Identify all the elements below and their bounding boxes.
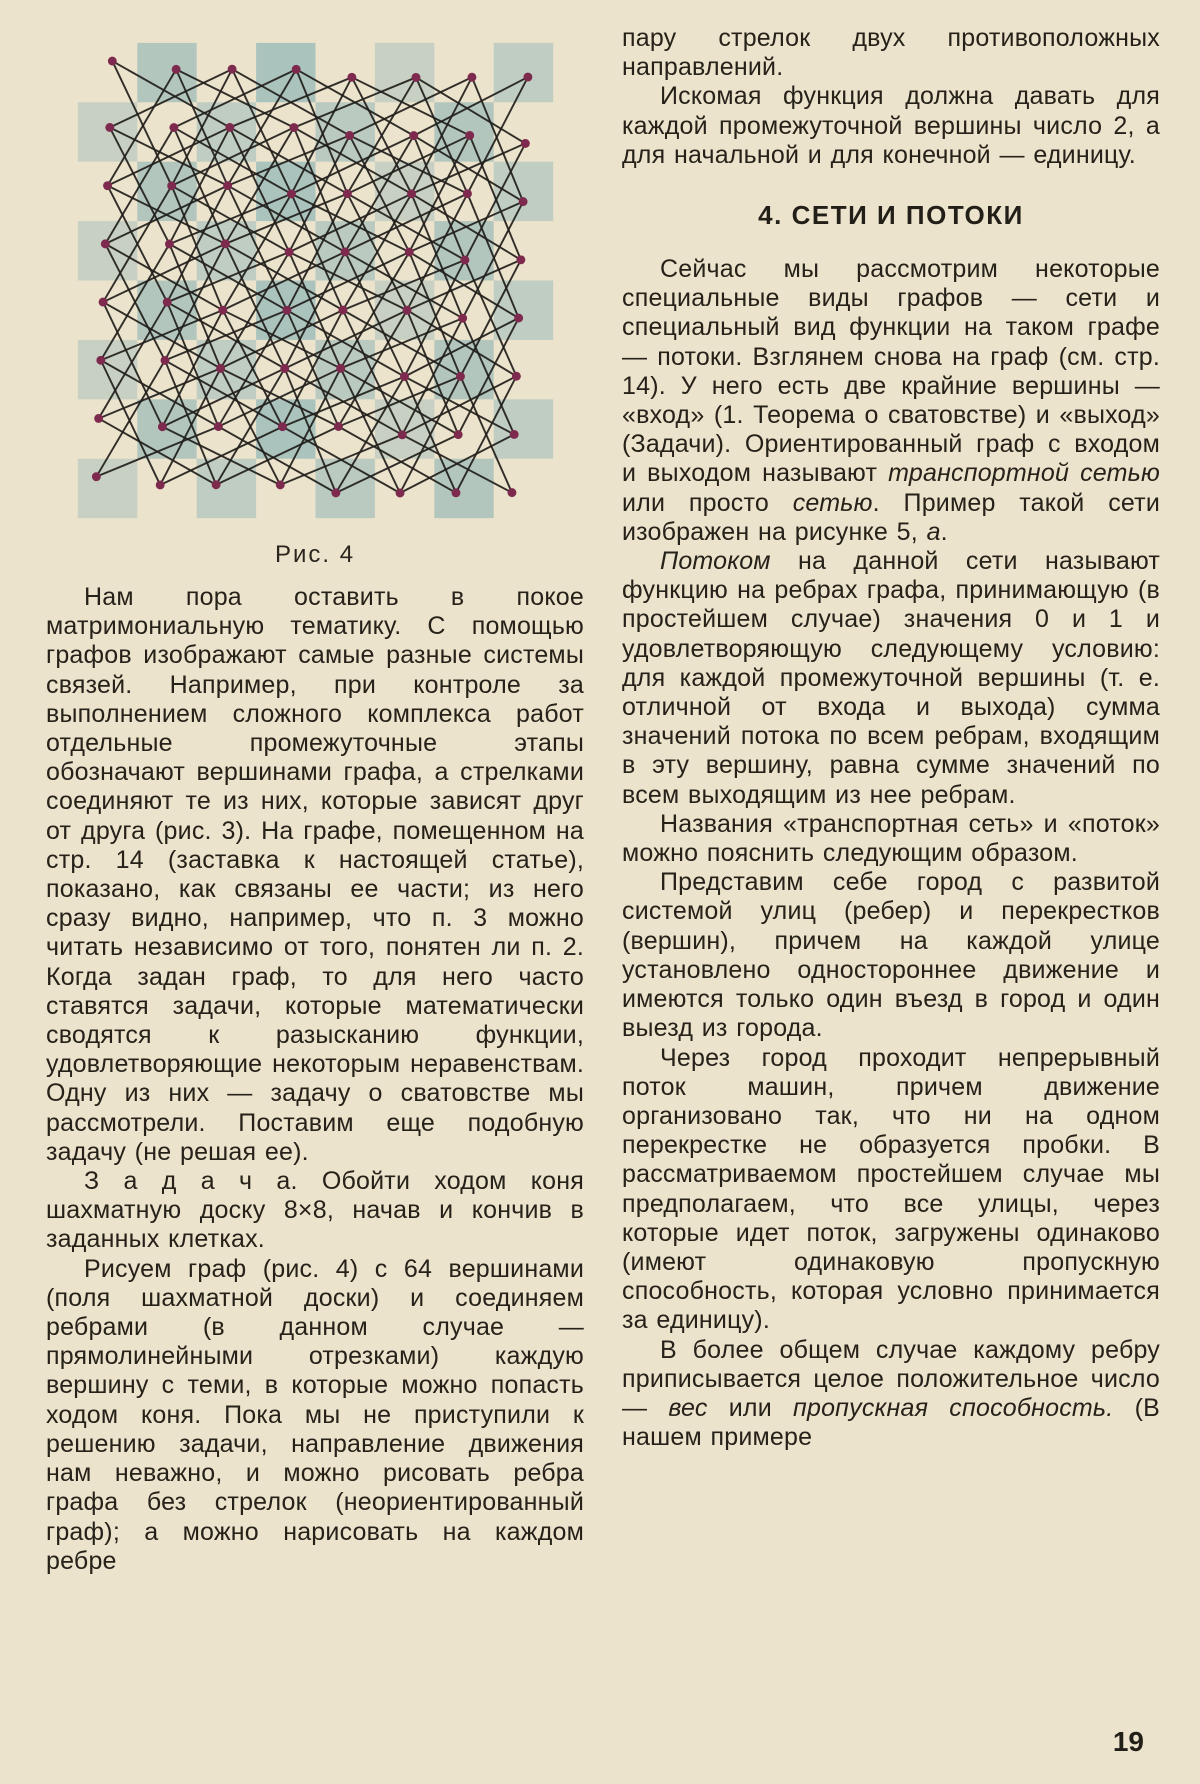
page-number: 19 xyxy=(1112,1726,1144,1757)
text-run: Сейчас мы рассмотрим некоторые специальные виды графов — сети и специальный вид функции на таком графе — потоки. Взглянем снова на граф (см. стр. 14). У него есть две крайние вершины — «вход» (1. Теорема о сватовстве) и «выход» (Задачи). Ориентированный граф с входом и выходом называют xyxy=(622,255,1160,488)
text-run: Искомая функция должна давать для каждой промежуточной вершины число 2, а для начальной и для конечной — единицу. xyxy=(622,82,1160,169)
knight-graph-figure xyxy=(46,28,584,569)
text-run: . Пример такой сети изображен на рисунке 5, xyxy=(622,488,1160,546)
knight-graph-svg xyxy=(63,28,568,533)
section-heading: 4. СЕТИ И ПОТОКИ xyxy=(758,200,1024,231)
paragraph xyxy=(46,1167,584,1255)
text-run: Рисуем граф (рис. 4) с 64 вершинами (поля шахматной доски) и соединяем ребрами (в данном случае — прямолинейными отрезками) каждую вершину с теми, в которые можно попасть ходом коня. Пока мы не приступили к решению задачи, направление движения нам неважно, и можно рисовать ребра графа без стрелок (неориентированный граф); а можно нарисовать на каждом ребре xyxy=(46,1254,584,1575)
text-run: или просто xyxy=(622,488,793,517)
italic-text-run: а xyxy=(926,517,941,546)
italic-text-run: Потоком xyxy=(660,547,771,576)
right-column-text xyxy=(622,24,1160,1452)
italic-text-run: вес xyxy=(668,1393,708,1422)
paragraph xyxy=(622,82,1160,170)
italic-text-run: пропускная способность. xyxy=(793,1393,1114,1422)
text-run: на данной сети называют функцию на ребрах графа, принимающую (в простейшем случае) значения 0 и 1 и удовлетворяющую следующему условию: для каждой промежуточной вершины (т. е. отличной от входа и выхода) сумма значений потока по всем ребрам, входящим в эту вершину, равна сумме значений по всем выходящим из нее ребрам. xyxy=(622,547,1160,809)
figure-caption: Рис. 4 xyxy=(274,541,356,568)
italic-text-run: сетью xyxy=(792,488,873,517)
text-run: З а д а ч а. Обойти ходом коня шахматную доску 8×8, начав и кончив в заданных клетках. xyxy=(46,1167,584,1254)
two-column-layout xyxy=(46,24,1160,1576)
paragraph xyxy=(46,1255,584,1576)
text-run: Нам пора оставить в покое матримониальную тематику. С помощью графов изображают самые разные системы связей. Например, при контроле за выполнением сложного комплекса работ отдельные промежуточные этапы обозначают вершинами графа, а стрелками соединяют те из них, которые зависят друг от друга (рис. 3). На графе, помещенном на стр. 14 (заставка к настоящей статье), показано, как связаны ее части; из него сразу видно, например, что п. 3 можно читать независимо от того, понятен ли п. 2. Когда задан граф, то для него часто ставятся задачи, которые математически сводятся к разысканию функции, удовлетворяющие некоторым неравенствам. Одну из них — задачу о сватовстве мы рассмотрели. Поставим еще подобную задачу (не решая ее). xyxy=(46,583,584,1166)
left-column xyxy=(46,24,584,1576)
text-run: или xyxy=(707,1393,794,1422)
left-column-text xyxy=(46,583,584,1576)
text-run: . xyxy=(940,517,948,546)
right-column xyxy=(622,24,1160,1576)
paragraph xyxy=(46,583,584,1167)
text-run: Представим себе город с развитой системой улиц (ребер) и перекрестков (вершин), причем на каждой улице установлено одностороннее движение и имеются только один въезд в город и один выезд из города. xyxy=(622,868,1160,1043)
paragraph xyxy=(622,255,1160,547)
paragraph xyxy=(622,24,1160,82)
paragraph xyxy=(622,1336,1160,1453)
paragraph xyxy=(622,547,1160,810)
paragraph xyxy=(622,868,1160,1043)
text-run: В более общем случае каждому ребру приписывается целое положительное число — xyxy=(622,1335,1160,1422)
italic-text-run: транспортной сетью xyxy=(888,459,1160,488)
text-run: пару стрелок двух противоположных направлений. xyxy=(622,24,1160,82)
text-run: Через город проходит непрерывный поток машин, причем движение организовано так, что ни на одном перекрестке не образуется пробки. В рассматриваемом простейшем случае мы предполагаем, что все улицы, через которые идет поток, загружены одинаково (имеют одинаковую пропускную способность, которая условно принимается за единицу). xyxy=(622,1043,1160,1335)
paragraph xyxy=(622,810,1160,868)
text-run: Названия «транспортная сеть» и «поток» можно пояснить следующим образом. xyxy=(622,809,1160,868)
paragraph xyxy=(622,1044,1160,1336)
text-run: (В нашем примере xyxy=(622,1393,1160,1452)
